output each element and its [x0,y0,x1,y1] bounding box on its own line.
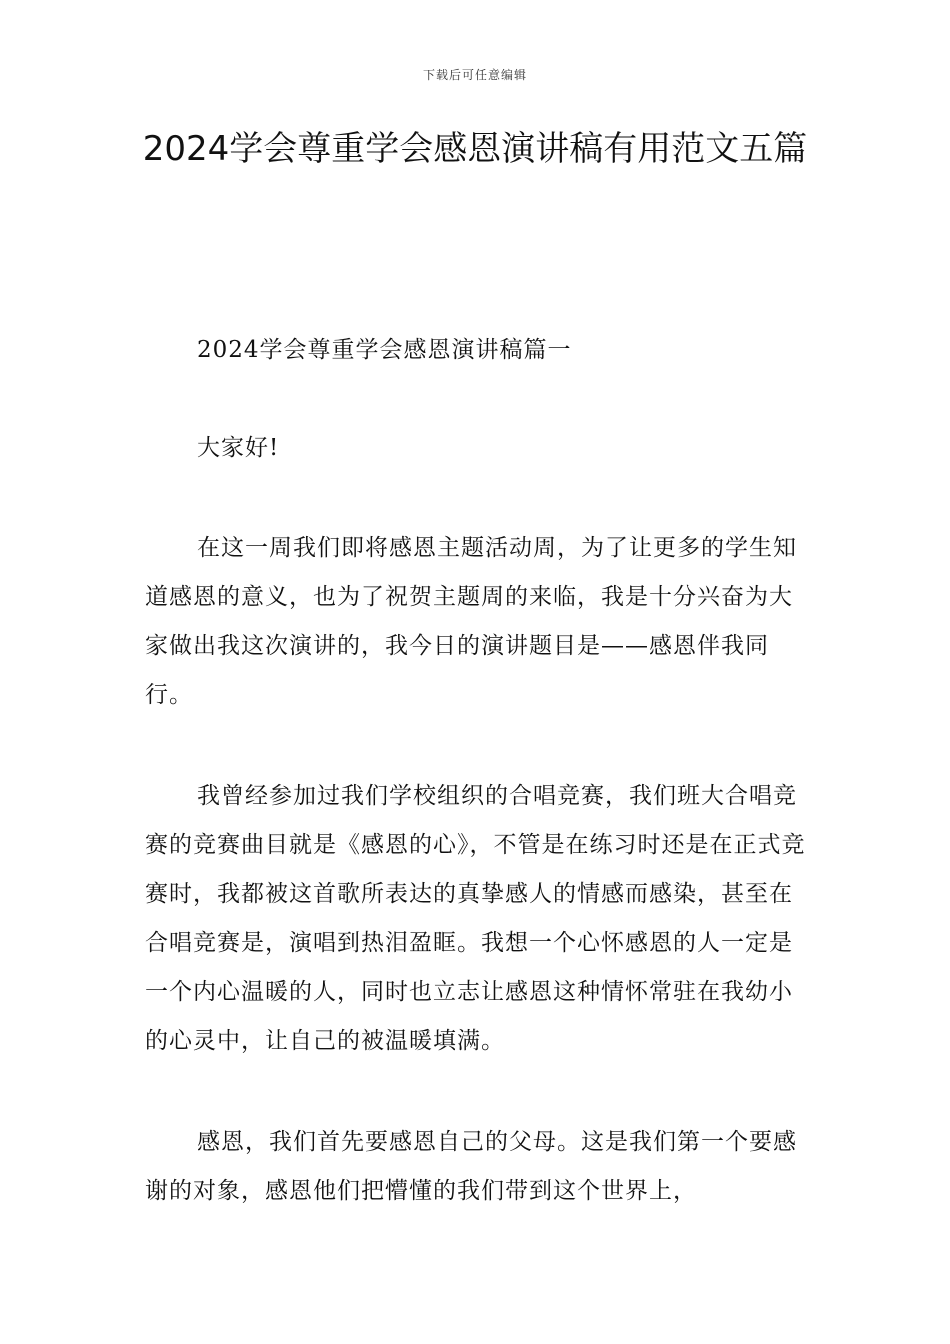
body-paragraph: 在这一周我们即将感恩主题活动周，为了让更多的学生知道感恩的意义，也为了祝贺主题周的来临，我是十分兴奋为大家做出我这次演讲的，我今日的演讲题目是——感恩伴我同行。 [145,535,797,708]
body-paragraph: 感恩，我们首先要感恩自己的父母。这是我们第一个要感谢的对象，感恩他们把懵懂的我们带到这个世界上， [145,1129,797,1204]
document-title: 2024学会尊重学会感恩演讲稿有用范文五篇 [142,129,808,169]
greeting-text: 大家好! [197,435,280,461]
header-note: 下载后可任意编辑 [422,68,527,82]
body-paragraph: 我曾经参加过我们学校组织的合唱竞赛，我们班大合唱竞赛的竞赛曲目就是《感恩的心》，不管是在练习时还是在正式竞赛时，我都被这首歌所表达的真挚感人的情感而感染，甚至在合唱竞赛是，演唱到热泪盈眶。我想一个心怀感恩的人一定是一个内心温暖的人，同时也立志让感恩这种情怀常驻在我幼小的心灵中，让自己的被温暖填满。 [145,783,806,1054]
section-heading: 2024学会尊重学会感恩演讲稿篇一 [197,337,572,363]
